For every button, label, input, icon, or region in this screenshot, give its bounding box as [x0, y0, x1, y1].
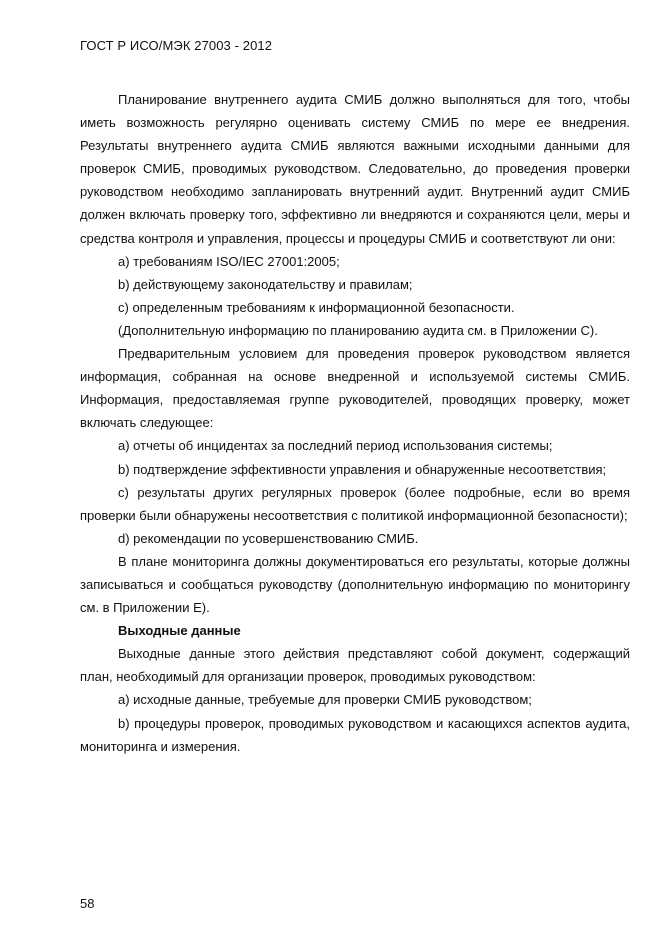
- document-body: [80, 88, 630, 758]
- list-item: b) подтверждение эффективности управления и обнаруженные несоответствия;: [118, 461, 607, 477]
- paragraph-management-review-precondition: Предварительным условием для проведения проверок руководством является информация, собранная на основе внедренной и используемой системы СМИБ. Информация, предоставляемая группе руководителей, проводящих проверку, может включать следующее:: [80, 346, 630, 431]
- list-item: b) действующему законодательству и правилам;: [118, 276, 413, 292]
- paragraph-internal-audit-planning: Планирование внутреннего аудита СМИБ должно выполняться для того, чтобы иметь возможность регулярно оценивать систему СМИБ по мере ее внедрения. Результаты внутреннего аудита СМИБ являются важными исходными данными для проверок СМИБ, проводимых руководством. Следовательно, до проведения проверки руководством необходимо запланировать внутренний аудит. Внутренний аудит СМИБ должен включать проверку того, эффективно ли внедряются и сохраняются цели, меры и средства контроля и управления, процессы и процедуры СМИБ и соответствуют ли они:: [80, 92, 630, 246]
- paragraph-appendix-reference: (Дополнительную информацию по планированию аудита см. в Приложении С).: [118, 322, 598, 338]
- paragraph-output-description: Выходные данные этого действия представляют собой документ, содержащий план, необходимый для организации проверок, проводимых руководством:: [80, 646, 630, 685]
- list-item: а) требованиям ISO/IEC 27001:2005;: [118, 253, 340, 269]
- page-number: 58: [80, 896, 95, 911]
- list-item: а) отчеты об инцидентах за последний период использования системы;: [118, 438, 553, 454]
- list-item: c) определенным требованиям к информационной безопасности.: [118, 299, 515, 315]
- paragraph-monitoring-plan: В плане мониторинга должны документироваться его результаты, которые должны записываться и сообщаться руководству (дополнительную информацию по мониторингу см. в Приложении Е).: [80, 553, 630, 616]
- list-item: b) процедуры проверок, проводимых руководством и касающихся аспектов аудита, мониторинга и измерения.: [80, 715, 630, 754]
- document-header: ГОСТ Р ИСО/МЭК 27003 - 2012: [80, 38, 273, 53]
- list-item: а) исходные данные, требуемые для проверки СМИБ руководством;: [118, 692, 532, 708]
- list-item: d) рекомендации по усовершенствованию СМИБ.: [118, 530, 419, 546]
- section-heading-output: Выходные данные: [118, 623, 241, 639]
- list-item: c) результаты других регулярных проверок (более подробные, если во время проверки были обнаружены несоответствия с политикой информационной безопасности);: [80, 484, 630, 523]
